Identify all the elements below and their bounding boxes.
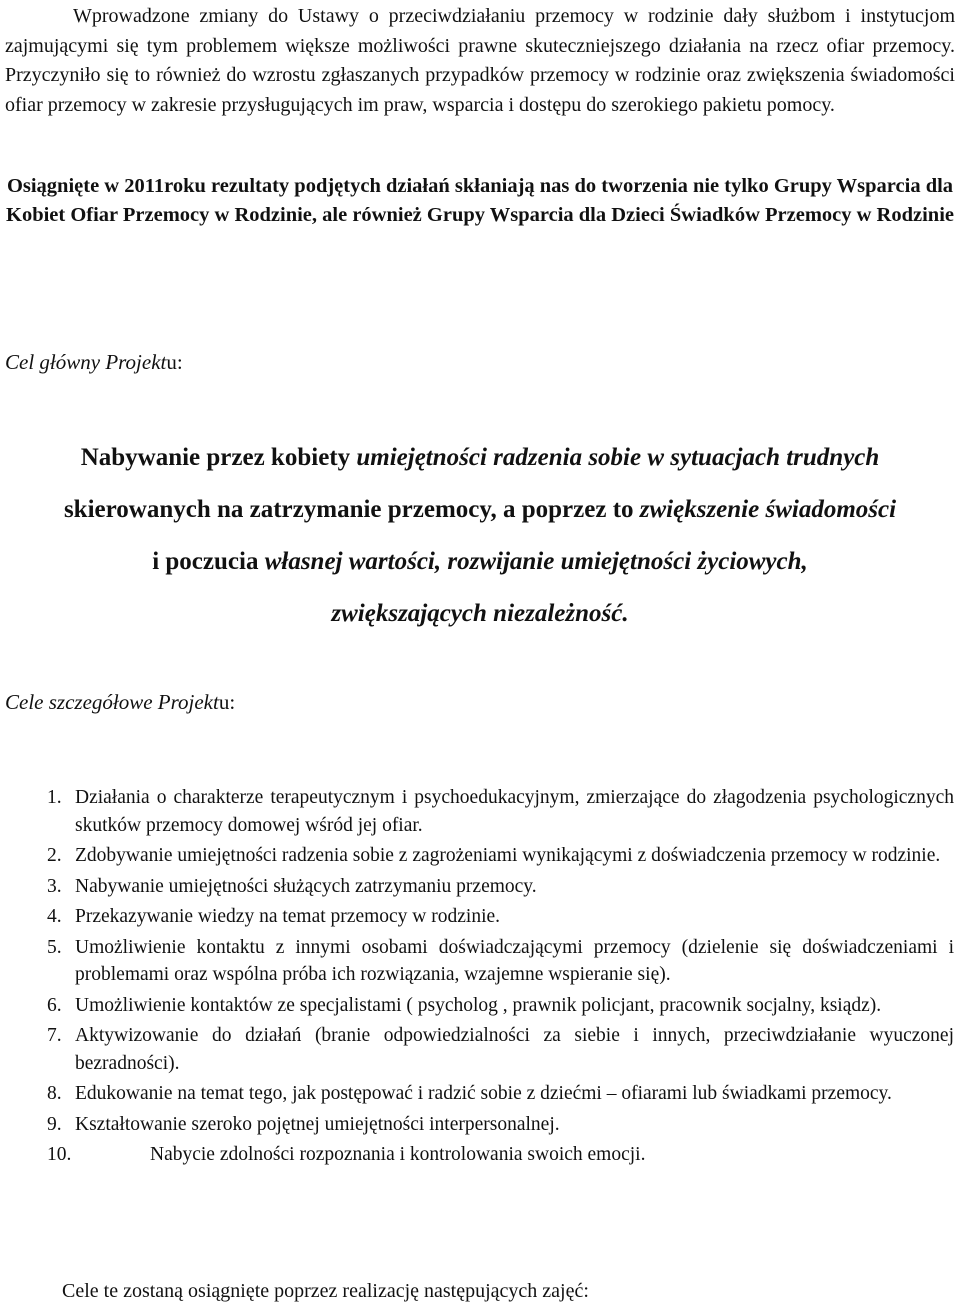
- list-item: [0, 1111, 960, 1139]
- list-item-number: 7.: [47, 1025, 62, 1046]
- list-item-text: Przekazywanie wiedzy na temat przemocy w rodzinie.: [75, 906, 501, 927]
- intro-text: Wprowadzone zmiany do Ustawy o przeciwdziałaniu przemocy w rodzinie dały służbom i instytucjom zajmującymi się tym problemem większe możliwości prawne skuteczniejszego działania na rzecz ofiar przemocy. Przyczyniło się to również do wzrostu zgłaszanych przypadków przemocy w rodzinie oraz zwiększenia świadomości ofiar przemocy w zakresie przysługujących im praw, wsparcia i dostępu do szerokiego pakietu pomocy.: [5, 5, 955, 116]
- list-item-text: Edukowanie na temat tego, jak postępować i radzić sobie z dziećmi – ofiarami lub świadkami przemocy.: [75, 1083, 892, 1104]
- list-item: [0, 903, 960, 931]
- list-item: [0, 934, 960, 989]
- main-goal-part3: skierowanych na zatrzymanie przemocy, a poprzez to: [63, 496, 640, 523]
- list-item-text: Działania o charakterze terapeutycznym i psychoedukacyjnym, zmierzające do złagodzenia psychologicznych skutków przemocy domowej wśród jej ofiar.: [75, 787, 954, 836]
- list-item-text: Nabycie zdolności rozpoznania i kontrolowania swoich emocji.: [150, 1144, 646, 1165]
- list-item-number: 4.: [47, 906, 62, 927]
- list-item-number: 8.: [47, 1083, 62, 1104]
- specific-goals-heading-suffix: u:: [218, 690, 236, 714]
- main-goal-part4: zwiększenie świadomości: [639, 496, 897, 523]
- specific-goals-heading: [5, 690, 235, 715]
- list-item-text: Umożliwienie kontaktu z innymi osobami doświadczającymi przemocy (dzielenie się doświadczeniami i problemami oraz wspólna próba ich rozwiązania, wzajemne wspieranie się).: [75, 936, 954, 985]
- list-item-number: 1.: [47, 787, 62, 808]
- list-item-number: 9.: [47, 1113, 62, 1135]
- main-goal-part6: własnej wartości, rozwijanie umiejętności życiowych,: [264, 548, 808, 575]
- list-item-number: 10.: [47, 1144, 72, 1165]
- list-item-text: Aktywizowanie do działań (branie odpowiedzialności za siebie i innych, przeciwdziałanie wyuczonej bezradności).: [75, 1025, 954, 1074]
- main-goal-heading-italic: Cel główny Projekt: [5, 350, 167, 374]
- list-item: [0, 842, 960, 870]
- list-item-text: Zdobywanie umiejętności radzenia sobie z zagrożeniami wynikającymi z doświadczenia przemocy w rodzinie.: [75, 845, 941, 866]
- list-item-number: 5.: [47, 936, 62, 958]
- list-item-number: 6.: [47, 994, 62, 1016]
- main-goal-part5: i poczucia: [152, 548, 265, 575]
- list-item-number: 2.: [47, 845, 62, 866]
- highlight-paragraph: Osiągnięte w 2011roku rezultaty podjętych działań skłaniają nas do tworzenia nie tylko Grupy Wsparcia dla Kobiet Ofiar Przemocy w Rodzinie, ale również Grupy Wsparcia dla Dzieci Świadków Przemocy w Rodzinie: [6, 175, 954, 226]
- main-goal-statement: [0, 432, 960, 640]
- main-goal-part2: umiejętności radzenia sobie w sytuacjach trudnych: [356, 444, 880, 471]
- list-item: [0, 784, 960, 839]
- list-item: [0, 1141, 960, 1169]
- main-goal-part1: Nabywanie przez kobiety: [80, 444, 357, 471]
- list-item: [0, 873, 960, 901]
- closing-sentence: Cele te zostaną osiągnięte poprzez realizację następujących zajęć:: [62, 1280, 589, 1302]
- list-item-text: Kształtowanie szeroko pojętnej umiejętności interpersonalnej.: [75, 1113, 560, 1135]
- list-item-number: 3.: [47, 875, 62, 897]
- list-item-text: Nabywanie umiejętności służących zatrzymaniu przemocy.: [75, 875, 537, 897]
- intro-paragraph: [5, 2, 955, 120]
- specific-goals-heading-italic: Cele szczegółowe Projekt: [5, 690, 219, 714]
- main-goal-heading: [5, 350, 183, 375]
- list-item: [0, 1080, 960, 1108]
- list-item: [0, 1022, 960, 1077]
- specific-goals-list: [0, 784, 960, 1172]
- main-goal-part7: zwiększających niezależność.: [331, 600, 629, 627]
- list-item-text: Umożliwienie kontaktów ze specjalistami ( psycholog , prawnik policjant, pracownik socjalny, ksiądz).: [75, 994, 882, 1016]
- list-item: [0, 992, 960, 1020]
- main-goal-heading-suffix: u:: [166, 350, 183, 374]
